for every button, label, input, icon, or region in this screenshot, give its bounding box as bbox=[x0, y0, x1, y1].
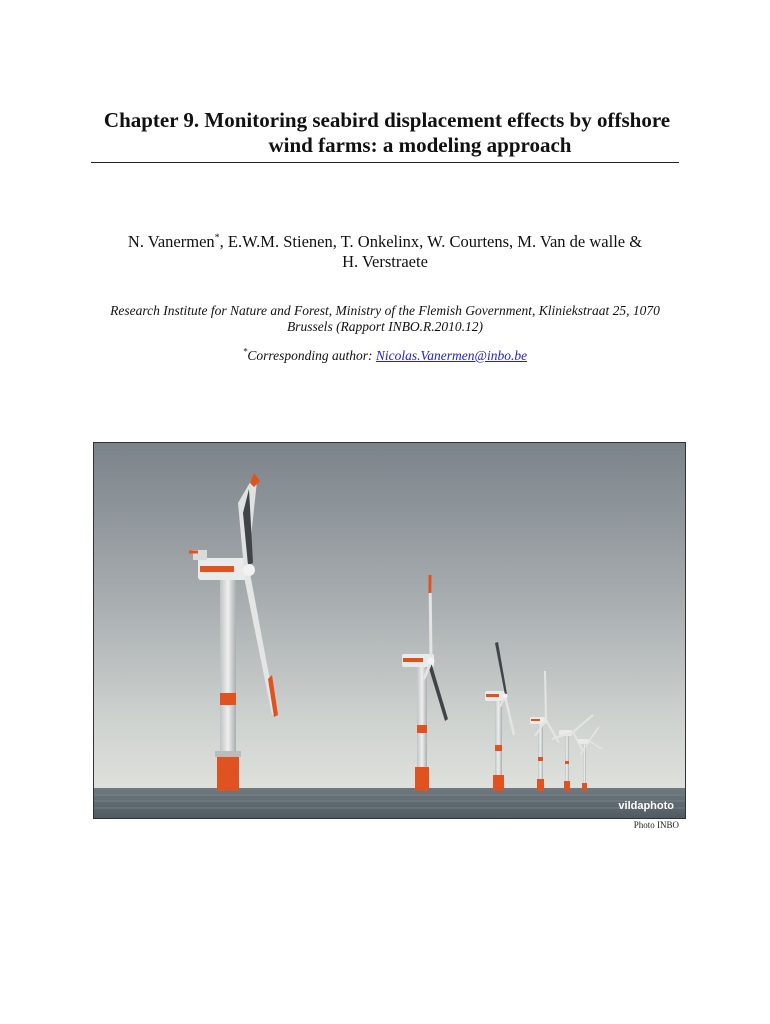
wind-farm-photo-illustration bbox=[94, 443, 685, 818]
corresponding-label: Corresponding author: bbox=[247, 348, 376, 363]
title-line-1: Chapter 9. Monitoring seabird displacement effects by offshore bbox=[103, 108, 671, 132]
author-line-1 bbox=[0, 232, 770, 252]
author-list bbox=[0, 232, 770, 272]
affiliation bbox=[60, 303, 710, 335]
title-line-2: wind farms: a modeling approach bbox=[268, 133, 572, 157]
affiliation-line-2: Brussels (Rapport INBO.R.2010.12) bbox=[286, 319, 484, 334]
chapter-title bbox=[0, 108, 770, 158]
photo-watermark: vildaphoto bbox=[618, 800, 674, 812]
wind-farm-photo bbox=[93, 442, 686, 819]
title-divider bbox=[91, 162, 679, 163]
corresponding-author bbox=[0, 348, 770, 364]
affiliation-line-1: Research Institute for Nature and Forest, Ministry of the Flemish Government, Kliniekstraat 25, 1070 bbox=[110, 303, 660, 318]
sky bbox=[94, 443, 685, 793]
corresponding-mark: * bbox=[242, 346, 248, 357]
sea bbox=[94, 788, 685, 818]
author-first: N. Vanermen bbox=[127, 232, 215, 251]
author-line-2: H. Verstraete bbox=[342, 252, 428, 271]
author-others: , E.W.M. Stienen, T. Onkelinx, W. Courtens, M. Van de walle & bbox=[219, 232, 643, 251]
author-corresponding-mark: * bbox=[214, 232, 220, 244]
corresponding-email-link[interactable]: Nicolas.Vanermen@inbo.be bbox=[375, 348, 528, 363]
photo-credit: Photo INBO bbox=[633, 820, 679, 830]
